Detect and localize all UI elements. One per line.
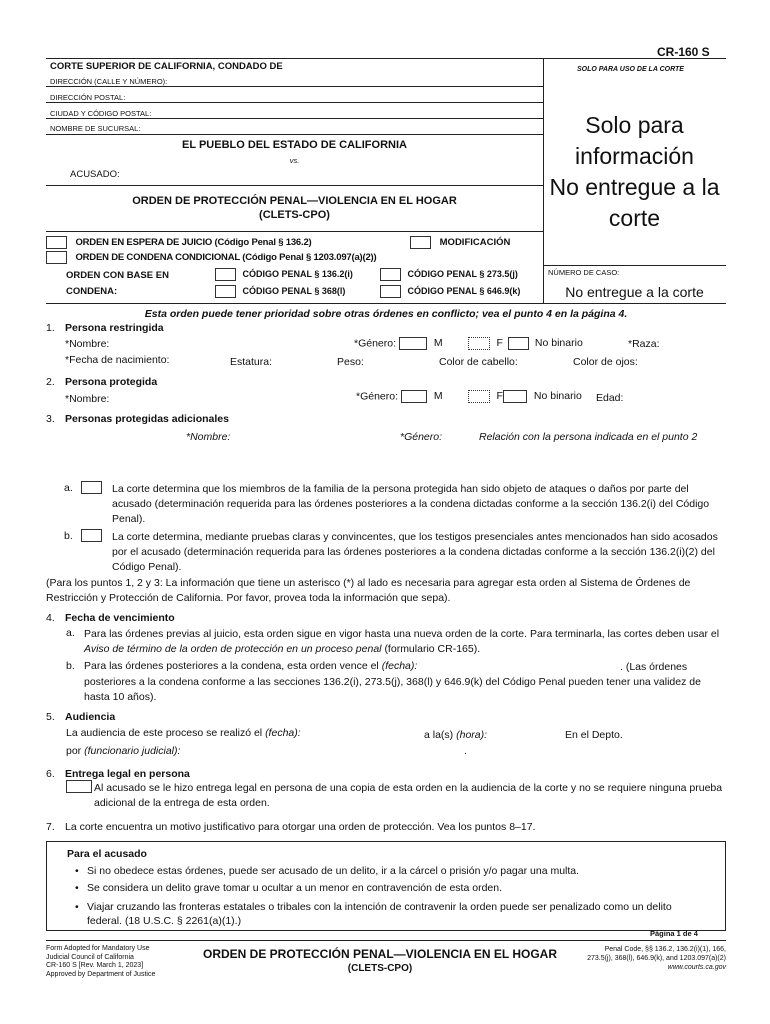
priority-note: Esta orden puede tener prioridad sobre otras órdenes en conflicto; vea el punto 4 en la página 4. [144, 308, 628, 320]
rule [543, 265, 726, 266]
footer-right-line: Penal Code, §§ 136.2, 136.2(i)(1), 166, [604, 946, 726, 953]
item1-male-label: M [433, 337, 443, 350]
item5-text: La audiencia de este proceso se realizó el [66, 727, 263, 739]
item2-female-checkbox[interactable] [468, 390, 490, 403]
item3-gender-label: *Género: [400, 431, 443, 443]
court-use-watermark [543, 110, 726, 234]
item3a-label: a. [64, 482, 73, 494]
item5-date-row [66, 727, 301, 739]
watermark-line: Solo para [585, 112, 684, 138]
item2-female-label: F [496, 390, 503, 403]
pretrial-row [46, 236, 312, 249]
item4b-label: b. [66, 660, 75, 672]
form-subtitle: (CLETS-CPO) [259, 209, 330, 221]
item2-male-checkbox[interactable] [401, 390, 427, 403]
rule [46, 102, 543, 103]
item3a-checkbox-wrap [81, 481, 102, 494]
footer-rule [46, 940, 726, 941]
item6-checkbox[interactable] [66, 780, 92, 793]
item2-male-label: M [433, 390, 443, 403]
item2-gender-label: *Género: [356, 390, 399, 403]
probation-checkbox[interactable] [46, 251, 67, 264]
modification-checkbox[interactable] [410, 236, 431, 249]
city-zip-label: CIUDAD Y CÓDIGO POSTAL: [50, 109, 152, 118]
item2-title: Persona protegida [65, 376, 158, 388]
address-label: DIRECCIÓN (CALLE Y NÚMERO): [50, 77, 168, 86]
item1-female-checkbox[interactable] [468, 337, 490, 350]
court-heading: CORTE SUPERIOR DE CALIFORNIA, CONDADO DE [50, 61, 283, 72]
page-number: Página 1 de 4 [650, 929, 698, 938]
item6-title: Entrega legal en persona [65, 768, 190, 780]
item1-race-label: *Raza: [628, 338, 660, 350]
item3a-checkbox[interactable] [81, 481, 102, 494]
item3b-checkbox[interactable] [81, 529, 102, 542]
item2-nonbinary-row [503, 390, 582, 403]
item4a-text-1: Para las órdenes previas al juicio, esta orden sigue en vigor hasta una nueva orden de la corte. Para terminarla, las cortes deben usar el [84, 628, 720, 640]
pc-368l-checkbox[interactable] [215, 285, 236, 298]
item2-age-label: Edad: [596, 392, 624, 404]
item1-number: 1. [46, 322, 55, 334]
probation-row [46, 251, 376, 264]
case-number-value[interactable]: No entregue a la corte [565, 284, 704, 300]
pc-6469k-label: CÓDIGO PENAL § 646.9(k) [407, 285, 521, 296]
pc-368l-label: CÓDIGO PENAL § 368(l) [242, 285, 346, 296]
conviction-label-1: ORDEN CON BASE EN [66, 270, 169, 281]
pc-1362i-checkbox[interactable] [215, 268, 236, 281]
rule [46, 134, 543, 135]
courts-website-link[interactable]: www.courts.ca.gov [667, 964, 726, 971]
pc-368l-row [215, 285, 345, 298]
item1-name-label: *Nombre: [65, 338, 110, 350]
item5-period: . [464, 745, 467, 757]
rule [46, 86, 543, 87]
item2-nonbinary-label: No binario [533, 390, 582, 403]
item4a-text-2: (formulario CR-165). [384, 643, 481, 655]
watermark-line: No entregue a la [549, 174, 720, 200]
footer-left-line: Form Adopted for Mandatory Use [46, 945, 150, 952]
item5-at: a la(s) [424, 729, 454, 741]
item4b-text-1: Para las órdenes posteriores a la condena, esta orden vence el [84, 660, 379, 672]
pc-6469k-row [380, 285, 520, 298]
mailing-label: DIRECCIÓN POSTAL: [50, 93, 126, 102]
item6-checkbox-wrap [66, 780, 92, 793]
form-id: CR-160 S [657, 45, 710, 59]
item1-eyes-label: Color de ojos: [573, 356, 638, 368]
item4a-text [84, 627, 726, 657]
item3-title: Personas protegidas adicionales [65, 413, 229, 425]
rule [46, 185, 543, 186]
item1-title: Persona restringida [65, 322, 164, 334]
defendant-notice-title: Para el acusado [67, 848, 147, 860]
item5-title: Audiencia [65, 711, 116, 723]
people-caption: EL PUEBLO DEL ESTADO DE CALIFORNIA [182, 139, 407, 151]
item4b-date-label: (fecha): [381, 660, 418, 672]
item3b-label: b. [64, 530, 73, 542]
conviction-label-2: CONDENA: [66, 286, 118, 297]
item4a-form-title: Aviso de término de la orden de protección en un proceso penal [84, 643, 382, 655]
item1-nonbinary-row [508, 337, 583, 350]
defendant-notice-bullet: • Si no obedece estas órdenes, puede ser acusado de un delito, ir a la cárcel o prisión y/o pagar una multa. [67, 865, 717, 877]
item3b-checkbox-wrap [81, 529, 102, 542]
item6-text: Al acusado se le hizo entrega legal en persona de una copia de esta orden en la audiencia de la corte y no se requiere ninguna prueba adicional de la entrega de esta orden. [94, 782, 723, 809]
defendant-notice-box [46, 841, 726, 931]
pc-2735j-label: CÓDIGO PENAL § 273.5(j) [407, 268, 518, 279]
watermark-line: corte [608, 205, 661, 231]
footer-left-line: Approved by Department of Justice [46, 970, 156, 978]
watermark-line: información [575, 143, 694, 169]
item1-nonbinary-checkbox[interactable] [508, 337, 529, 350]
item4b-text-2: . (Las órdenes posteriores a la condena conforme a las secciones 136.2(i), 273.5(j), 368(l) y 646.9(k) del Código Penal pueden tener una validez de hasta 10 años). [84, 661, 701, 703]
vs-caption: vs. [289, 156, 300, 165]
item1-height-label: Estatura: [230, 356, 273, 368]
item5-time-row [424, 729, 487, 741]
defendant-label: ACUSADO: [70, 169, 120, 180]
item3a-text: La corte determina que los miembros de la familia de la persona protegida han sido objeto de ataques o daños por parte del acusado (determinación requerida para las órdenes posteriores a la condena dictadas conforme a la sección 136.2(i) del Código Penal). [112, 483, 710, 525]
footer-left [46, 945, 155, 979]
item3b-text: La corte determina, mediante pruebas claras y convincentes, que los testigos presenciales antes mencionados han sido acosados por el acusado (determinación requerida para las órdenes posteriores a la condena dictadas conforme a la sección 136.2(i)(2) del Código Penal). [112, 531, 718, 573]
form-title: ORDEN DE PROTECCIÓN PENAL—VIOLENCIA EN EL HOGAR [132, 195, 457, 207]
item1-gender-label: *Género: [354, 337, 397, 350]
item5-time-label: (hora): [456, 729, 488, 741]
rule [46, 231, 543, 232]
modification-label: MODIFICACIÓN [439, 237, 511, 249]
item7-number: 7. [46, 821, 55, 833]
item6-number: 6. [46, 768, 55, 780]
pretrial-label: ORDEN EN ESPERA DE JUICIO (Código Penal § 136.2) [75, 237, 312, 249]
item1-female-label: F [496, 337, 503, 350]
item7-text: La corte encuentra un motivo justificativo para otorgar una orden de protección. Vea los puntos 8–17. [65, 821, 536, 833]
court-use-label: SOLO PARA USO DE LA CORTE [577, 66, 684, 73]
footer-subtitle: (CLETS-CPO) [347, 963, 413, 974]
item5-officer-row [66, 745, 180, 757]
pretrial-checkbox[interactable] [46, 236, 67, 249]
pc-1362i-row [215, 268, 353, 281]
pc-1362i-label: CÓDIGO PENAL § 136.2(i) [242, 268, 353, 279]
footer-left-line: CR-160 S [Rev. March 1, 2023] [46, 962, 144, 969]
item1-nonbinary-label: No binario [534, 337, 583, 350]
footer-right-line: 273.5(j), 368(l), 646.9(k), and 1203.097(a)(2) [587, 955, 726, 962]
item2-name-label: *Nombre: [65, 393, 110, 405]
pc-6469k-checkbox[interactable] [380, 285, 401, 298]
rule [46, 303, 726, 304]
item5-by: por [66, 745, 82, 757]
item2-nonbinary-checkbox[interactable] [503, 390, 527, 403]
item2-gender-row [356, 390, 503, 403]
defendant-notice-bullet: • Viajar cruzando las fronteras estatales o tribales con la intención de contravenir la orden puede ser penalizado como un delito federal. (18 U.S.C. § 2261(a)(1).) [67, 900, 687, 928]
item2-number: 2. [46, 376, 55, 388]
probation-label: ORDEN DE CONDENA CONDICIONAL (Código Penal § 1203.097(a)(2)) [75, 252, 377, 264]
item1-dob-label: *Fecha de nacimiento: [65, 354, 170, 366]
branch-label: NOMBRE DE SUCURSAL: [50, 124, 141, 133]
item1-gender-row [354, 337, 503, 350]
items-note: (Para los puntos 1, 2 y 3: La información que tiene un asterisco (*) al lado es necesaria para agregar esta orden al Sistema de Órdenes de Restricción y Protección de California. Por favor, provea toda la información que sepa). [46, 577, 691, 604]
item1-weight-label: Peso: [337, 356, 364, 368]
item1-hair-label: Color de cabello: [439, 356, 518, 368]
footer-right [560, 945, 726, 972]
header-top-rule [46, 58, 726, 59]
item5-dept-label: En el Depto. [565, 729, 623, 741]
modification-row [410, 236, 510, 249]
rule [46, 118, 543, 119]
case-number-label: NÚMERO DE CASO: [548, 268, 620, 277]
item4a-label: a. [66, 627, 75, 639]
item5-officer-label: (funcionario judicial): [84, 745, 181, 757]
item3-number: 3. [46, 413, 55, 425]
item1-male-checkbox[interactable] [399, 337, 427, 350]
item5-number: 5. [46, 711, 55, 723]
footer-title: ORDEN DE PROTECCIÓN PENAL—VIOLENCIA EN EL HOGAR [202, 947, 558, 961]
defendant-notice-bullet: • Se considera un delito grave tomar u ocultar a un menor en contravención de esta orden. [67, 882, 717, 894]
item4-number: 4. [46, 612, 55, 624]
item3-name-label: *Nombre: [186, 431, 231, 443]
pc-2735j-checkbox[interactable] [380, 268, 401, 281]
pc-2735j-row [380, 268, 518, 281]
item5-date-label: (fecha): [265, 727, 301, 739]
item3-relation-label: Relación con la persona indicada en el punto 2 [479, 431, 698, 443]
item4-title: Fecha de vencimiento [65, 612, 175, 624]
footer-left-line: Judicial Council of California [46, 953, 134, 961]
